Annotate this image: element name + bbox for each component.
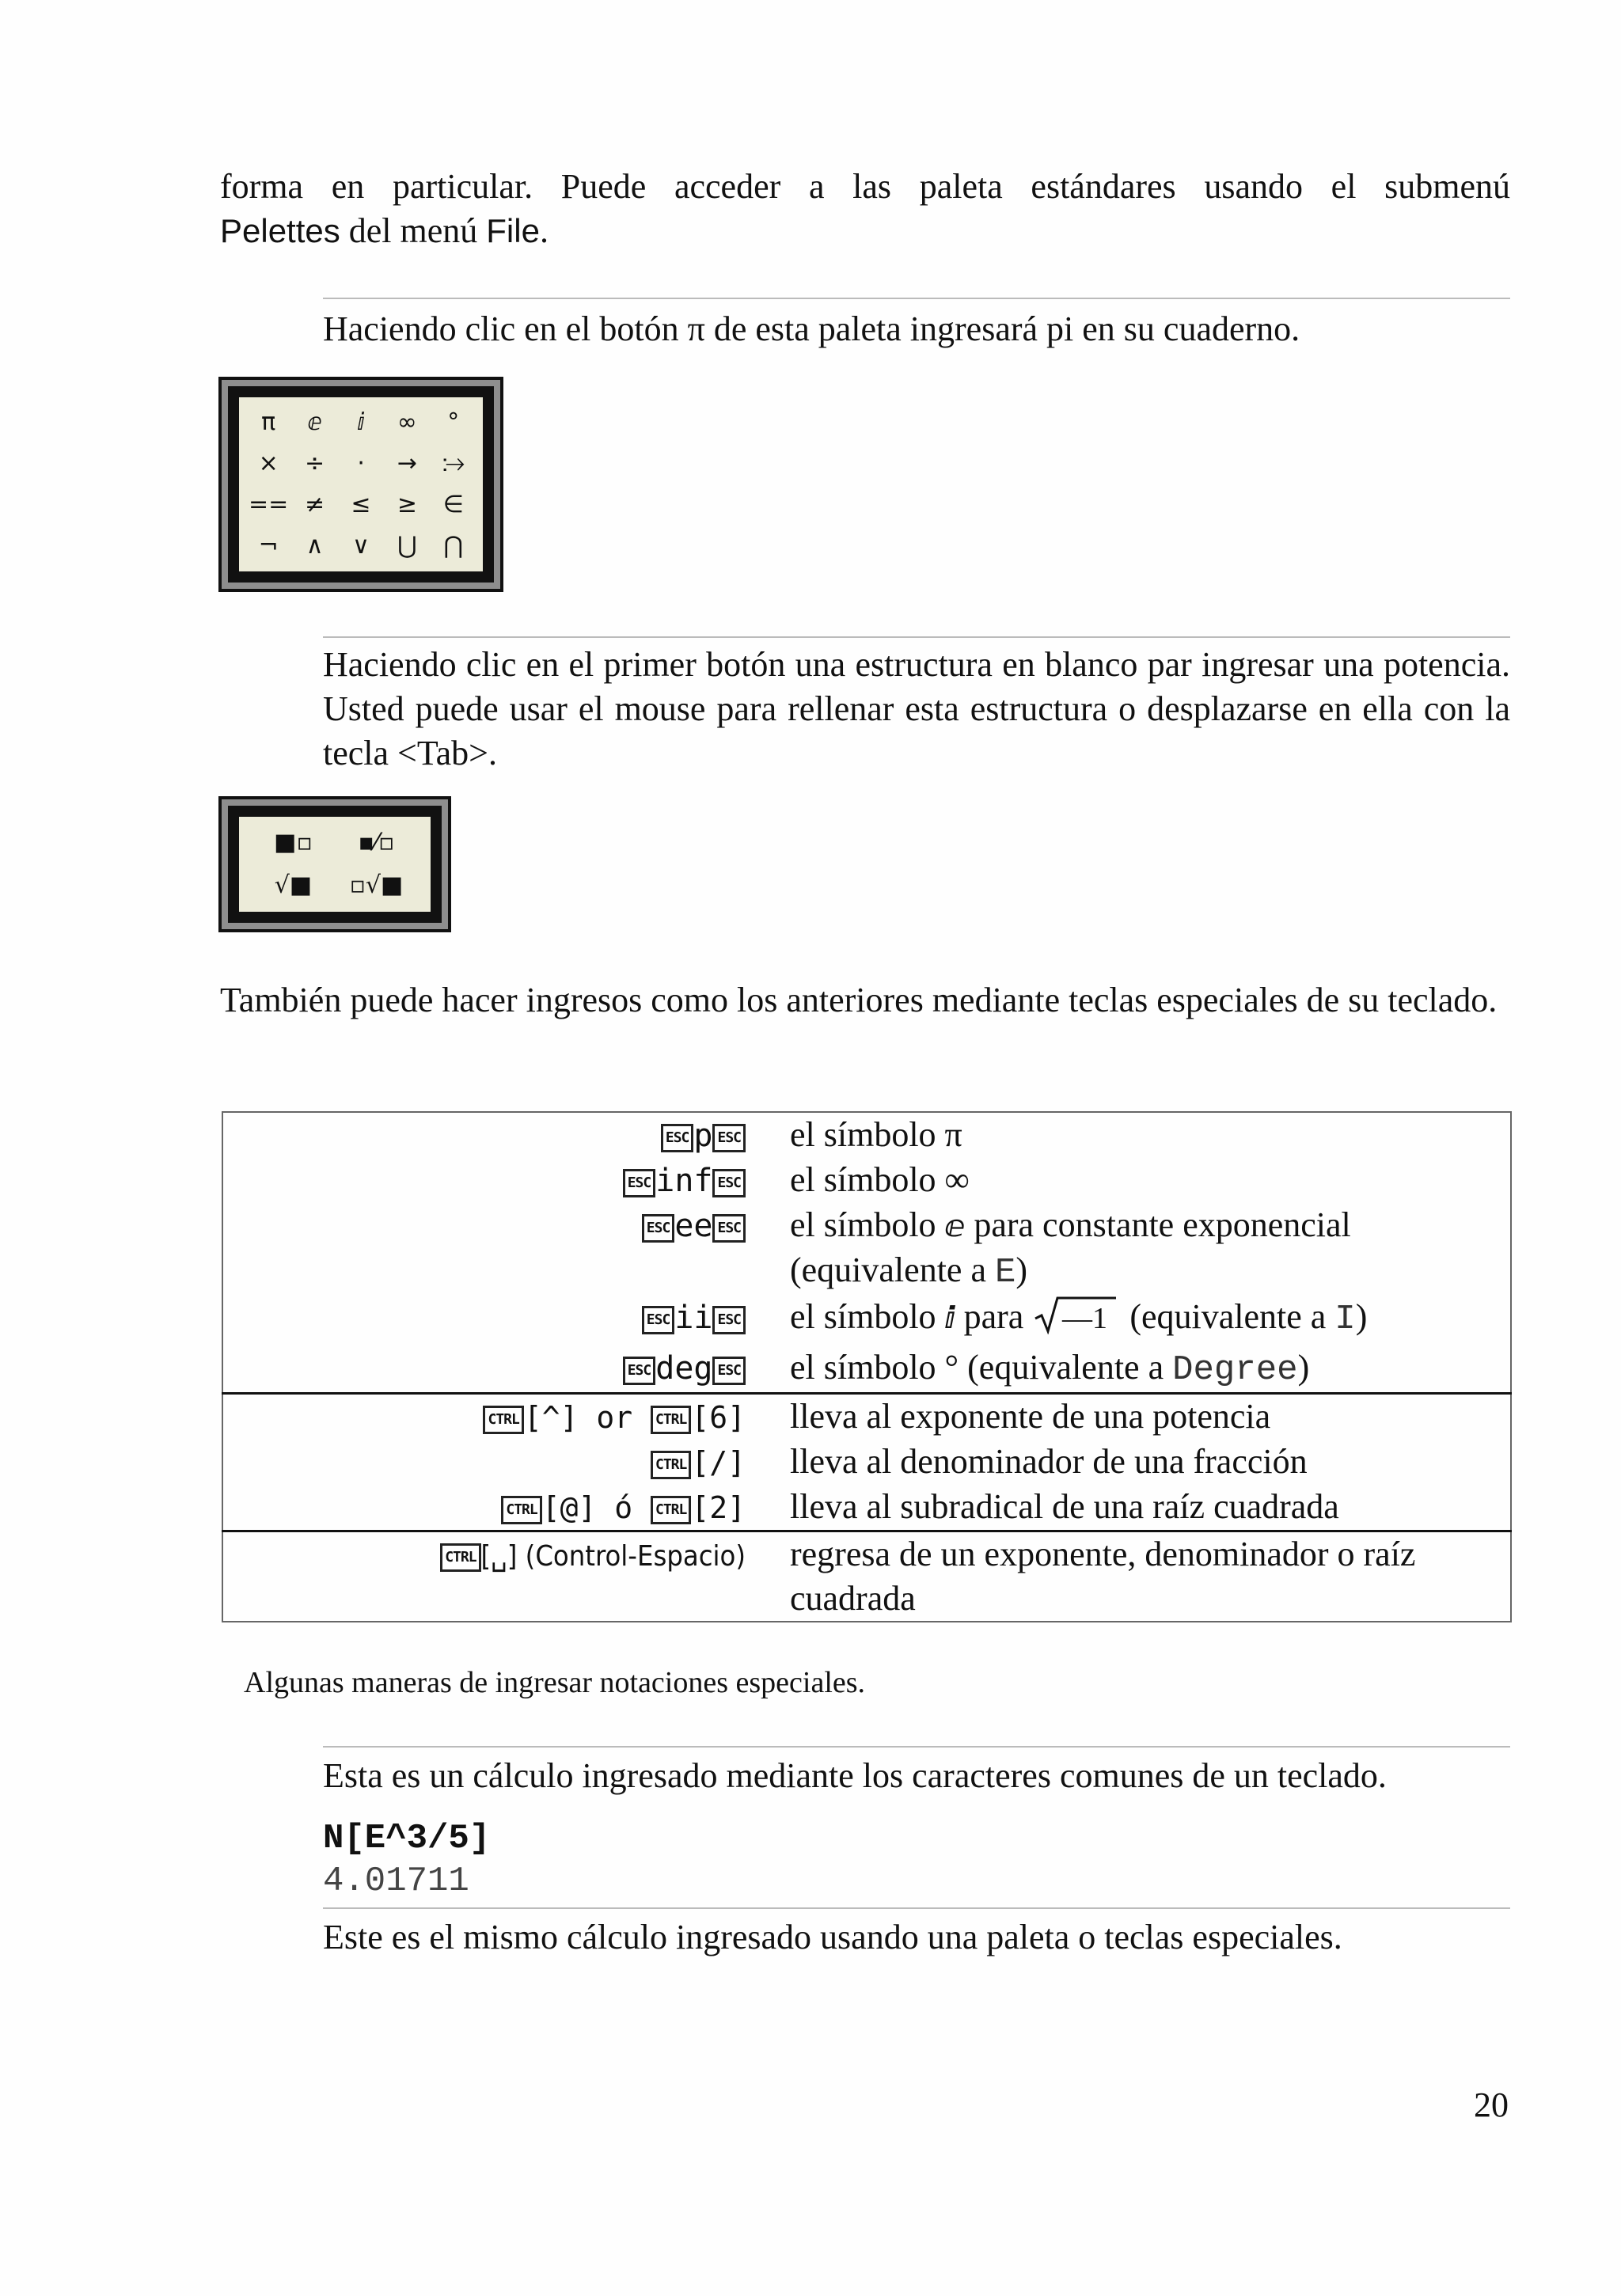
imaginary-i-symbol: ⅈ	[944, 1300, 955, 1336]
power-button[interactable]: ■▫	[274, 829, 313, 856]
also-paragraph: También puede hacer ingresos como los anteriores mediante teclas especiales de su teclado.	[220, 981, 1498, 1019]
basic-input-palette-grid	[239, 397, 483, 571]
key-text: [/]	[691, 1445, 746, 1480]
palette-button[interactable]: ∞	[397, 408, 417, 436]
section-1-rule	[323, 298, 1510, 299]
key-text: ii	[674, 1300, 713, 1336]
key-cell	[222, 1345, 769, 1394]
structure-palette	[222, 799, 448, 929]
esc-key-icon: ESC	[712, 1214, 746, 1243]
sqrt-button[interactable]: √■	[274, 871, 313, 899]
table-row	[222, 1531, 1511, 1622]
key-text: inf	[655, 1163, 713, 1199]
esc-key-icon: ESC	[642, 1306, 675, 1334]
section-4-text: Este es el mismo cálculo ingresado usando una paleta o teclas especiales.	[323, 1918, 1342, 1956]
desc-text: )	[1355, 1297, 1368, 1337]
table-caption: Algunas maneras de ingresar notaciones especiales.	[244, 1666, 866, 1699]
palette-button[interactable]: ≥	[397, 491, 417, 518]
exponential-e-symbol: ⅇ	[944, 1209, 966, 1243]
esc-key-icon: ESC	[661, 1124, 694, 1152]
desc-text: )	[1297, 1348, 1310, 1387]
desc-cell: regresa de un exponente, denominador o raíz cuadrada	[769, 1531, 1511, 1622]
esc-key-icon: ESC	[623, 1169, 656, 1197]
intro-line-2-end: .	[539, 211, 549, 250]
table-row	[222, 1440, 1511, 1485]
ctrl-key-icon: CTRL	[501, 1496, 541, 1524]
fraction-button[interactable]: ▪⁄▫	[358, 829, 395, 856]
palette-button[interactable]: ⧴	[442, 450, 465, 477]
palette-button[interactable]: →	[397, 450, 417, 477]
output-cell: 4.01711	[323, 1861, 469, 1901]
ctrl-key-icon: CTRL	[440, 1543, 480, 1572]
table-row	[222, 1485, 1511, 1531]
structure-palette-grid	[239, 817, 431, 912]
ctrl-key-icon: CTRL	[483, 1406, 523, 1434]
palette-button[interactable]: ≤	[351, 491, 371, 518]
palette-button[interactable]: ==	[249, 491, 289, 518]
esc-key-icon: ESC	[712, 1357, 746, 1385]
desc-text: para	[955, 1297, 1033, 1337]
section-2-text: Haciendo clic en el primer botón una estructura en blanco par ingresar una potencia. Usted puede usar el mouse para rellenar esta estructura o desplazarse en ella con la tecla <Tab>.	[323, 645, 1510, 772]
ctrl-key-icon: CTRL	[651, 1451, 691, 1479]
palette-button[interactable]: ÷	[305, 450, 325, 477]
desc-cell	[769, 1345, 1511, 1394]
table-row	[222, 1112, 1511, 1158]
key-text: deg	[655, 1350, 713, 1387]
key-text: [2]	[691, 1490, 746, 1525]
palette-button[interactable]: ⅇ	[307, 408, 322, 436]
palette-button[interactable]: ¬	[258, 532, 279, 560]
table-row	[222, 1203, 1511, 1295]
file-menu-name: File	[486, 212, 540, 249]
palette-button[interactable]: ⋃	[397, 532, 417, 560]
key-cell	[222, 1112, 769, 1158]
input-cell[interactable]: N[E^3/5]	[323, 1819, 491, 1858]
intro-paragraph	[220, 165, 1510, 253]
sqrt-minus-one-icon	[1032, 1295, 1121, 1345]
basic-input-palette	[222, 380, 500, 589]
table-row	[222, 1295, 1511, 1345]
palettes-menu-name: Pelettes	[220, 212, 340, 249]
palette-button[interactable]: °	[447, 408, 460, 436]
intro-line-1: forma en particular. Puede acceder a las paleta estándares usando el submenú	[220, 167, 1510, 206]
desc-text: el símbolo	[790, 1297, 945, 1337]
section-4-rule	[323, 1907, 1510, 1909]
palette-button[interactable]: ∈	[442, 491, 464, 518]
key-cell	[222, 1295, 769, 1345]
palette-button[interactable]: ∧	[306, 532, 324, 560]
special-keys-table	[222, 1111, 1512, 1622]
key-cell	[222, 1440, 769, 1485]
code-text: I	[1334, 1300, 1356, 1340]
key-text: ee	[674, 1208, 713, 1244]
desc-cell: el símbolo ∞	[790, 1160, 970, 1199]
palette-button[interactable]: ∨	[352, 532, 370, 560]
ctrl-key-icon: CTRL	[651, 1406, 691, 1434]
intro-line-2	[220, 209, 1510, 253]
esc-key-icon: ESC	[712, 1169, 746, 1197]
table-row	[222, 1158, 1511, 1203]
intro-line-2-mid: del menú	[340, 211, 487, 250]
key-text: [^] or	[523, 1400, 651, 1435]
palette-button[interactable]: ≠	[305, 491, 325, 518]
radicand-text: —1	[1062, 1302, 1108, 1334]
code-text: E	[994, 1253, 1016, 1292]
key-cell	[222, 1203, 769, 1295]
palette-button[interactable]: ⋅	[357, 450, 365, 477]
key-cell	[222, 1531, 769, 1622]
desc-text: para constante exponencial (equivalente a	[790, 1205, 1351, 1289]
key-cell	[222, 1394, 769, 1440]
key-text: [␣] (Control-Espacio)	[480, 1540, 746, 1573]
desc-text: (equivalente a	[1121, 1297, 1335, 1337]
nth-root-button[interactable]: ▫√■	[349, 871, 404, 899]
key-text: [@] ó	[541, 1490, 651, 1525]
desc-cell	[769, 1203, 1511, 1295]
section-3-text: Esta es un cálculo ingresado mediante los caracteres comunes de un teclado.	[323, 1756, 1387, 1795]
desc-cell: lleva al denominador de una fracción	[790, 1442, 1308, 1481]
palette-button[interactable]: π	[261, 408, 276, 436]
key-cell	[222, 1485, 769, 1531]
desc-cell: el símbolo π	[790, 1115, 962, 1154]
esc-key-icon: ESC	[712, 1306, 746, 1334]
palette-button[interactable]: ×	[258, 450, 279, 477]
section-2-rule	[323, 636, 1510, 638]
palette-button[interactable]: ⋂	[443, 532, 464, 560]
esc-key-icon: ESC	[712, 1124, 746, 1152]
section-1-text: Haciendo clic en el botón π de esta paleta ingresará pi en su cuaderno.	[323, 309, 1300, 348]
ctrl-key-icon: CTRL	[651, 1496, 691, 1524]
table-row	[222, 1394, 1511, 1440]
esc-key-icon: ESC	[623, 1357, 656, 1385]
key-cell	[222, 1158, 769, 1203]
desc-cell	[769, 1295, 1511, 1345]
esc-key-icon: ESC	[642, 1214, 675, 1243]
desc-cell: lleva al exponente de una potencia	[769, 1394, 1511, 1440]
palette-button[interactable]: ⅈ	[356, 408, 366, 436]
table-row	[222, 1345, 1511, 1394]
page-number: 20	[1474, 2085, 1509, 2124]
key-text: p	[693, 1118, 713, 1154]
desc-cell: lleva al subradical de una raíz cuadrada	[790, 1487, 1339, 1526]
desc-text: )	[1015, 1250, 1028, 1289]
desc-text: el símbolo ° (equivalente a	[790, 1348, 1173, 1387]
section-3-rule	[323, 1746, 1510, 1748]
desc-text: el símbolo	[790, 1205, 945, 1244]
code-text: Degree	[1172, 1350, 1298, 1390]
key-text: [6]	[691, 1400, 746, 1435]
